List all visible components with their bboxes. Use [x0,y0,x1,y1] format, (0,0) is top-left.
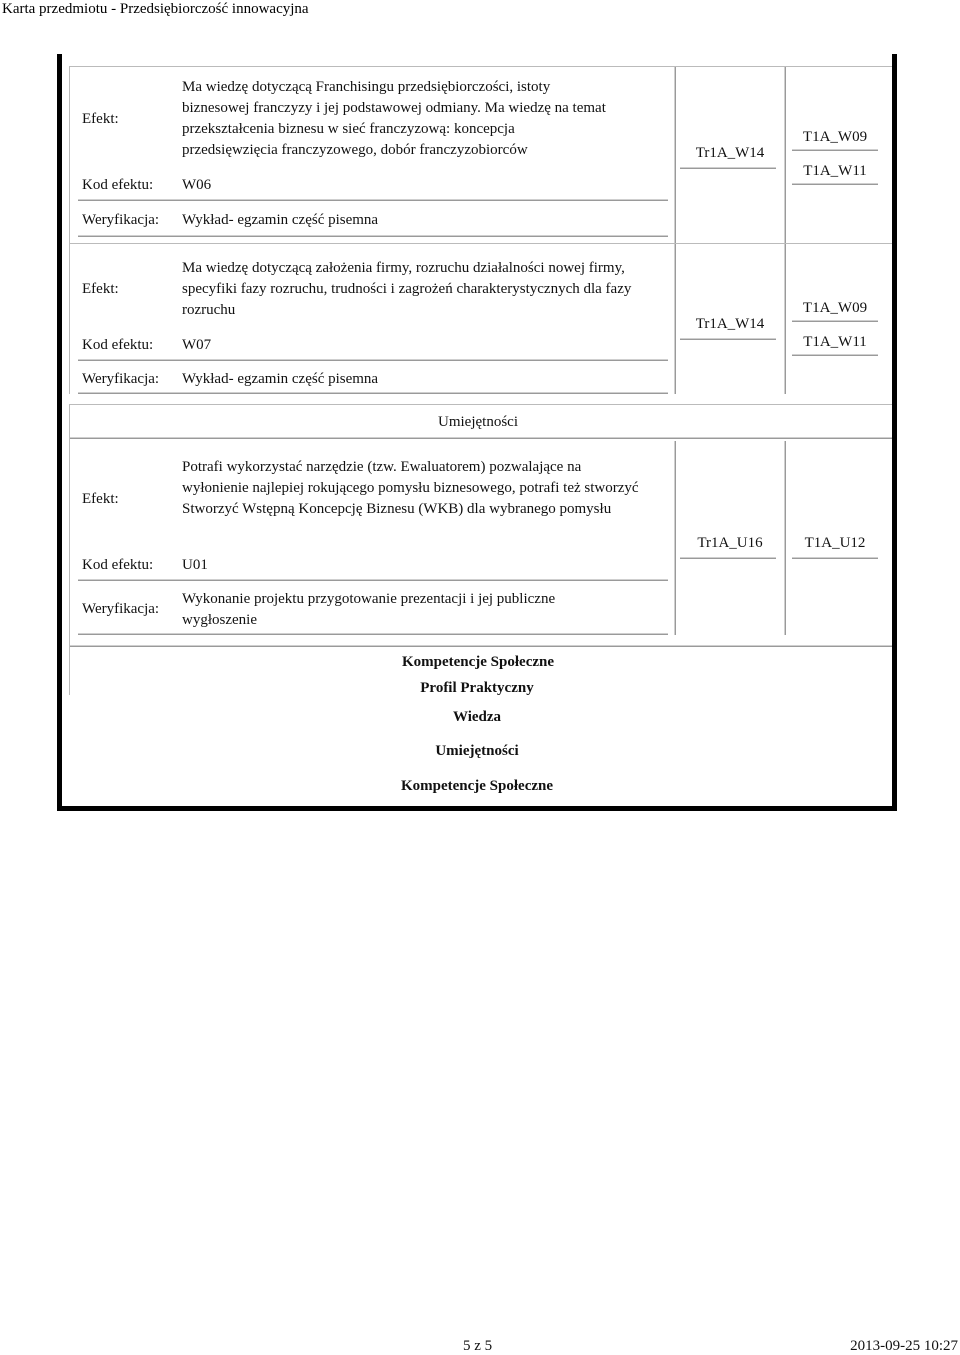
efekt-text: Ma wiedzę dotyczącą założenia firmy, rozruchu działalności nowej firmy, specyfiki fazy rozruchu, trudności i zagrożeń charakterystycznych dla fazy rozruchu [182,260,632,318]
obszarowy-code-1: T1A_W09 [802,300,868,316]
obszarowy-code-2: T1A_W11 [803,163,867,179]
weryfikacja-value: Wykonanie projektu przygotowanie prezentacji i jej publiczne wygłoszenie [182,591,556,628]
effect-block-w06 [69,66,892,244]
obszarowy-code-1: T1A_W09 [802,129,868,145]
document-content [62,54,892,806]
footer-date: 2013-09-25 10:27 [850,1338,958,1354]
efekt-text: Ma wiedzę dotyczącą Franchisingu przedsiębiorczości, istoty biznesowej franczyzy i jej podstawowej odmiany. Ma wiedzę na temat przekształcenia biznesu w sieć franczyzową: koncepcja przedsięwzięcia franczyzowego, dobór franczyzobiorców [182,79,606,158]
page-header-title: Karta przedmiotu - Przedsiębiorczość innowacyjna [2,1,309,17]
kod-efektu-label: Kod efektu: [82,557,154,573]
profil-umiejetnosci: Umiejętności [435,743,519,759]
section-title-kompetencje: Kompetencje Społeczne [401,654,555,670]
profil-kompetencje: Kompetencje Społeczne [400,778,554,794]
document-frame [57,54,897,811]
kod-efektu-value: W07 [182,337,212,353]
obszarowy-code-2: T1A_W11 [803,334,867,350]
footer-page-number: 5 z 5 [463,1338,493,1354]
efekt-label: Efekt: [82,281,119,297]
section-umiejetnosci [69,404,892,695]
efekt-label: Efekt: [82,491,119,507]
kod-efektu-value: U01 [182,557,208,573]
weryfikacja-label: Weryfikacja: [82,371,160,387]
weryfikacja-label: Weryfikacja: [82,212,160,228]
weryfikacja-label: Weryfikacja: [82,601,160,617]
profil-wiedza: Wiedza [452,709,502,725]
obszarowy-code-1: T1A_U12 [804,535,866,551]
efekt-text: Potrafi wykorzystać narzędzie (tzw. Ewaluatorem) pozwalające na wyłonienie najlepiej rokującego pomysłu biznesowego, potrafi też stworzyć Stworzyć Wstępną Koncepcję Biznesu (WKB) dla wybranego pomysłu [182,459,639,517]
kierunkowy-code: Tr1A_W14 [695,316,765,332]
weryfikacja-value: Wykład- egzamin część pisemna [182,212,379,228]
weryfikacja-value: Wykład- egzamin część pisemna [182,371,379,387]
kod-efektu-label: Kod efektu: [82,337,154,353]
effect-block-w07 [69,243,892,394]
kierunkowy-code: Tr1A_U16 [697,535,763,551]
section-title-umiejetnosci: Umiejętności [438,414,518,430]
efekt-label: Efekt: [82,111,119,127]
kod-efektu-label: Kod efektu: [82,177,154,193]
kod-efektu-value: W06 [182,177,212,193]
profil-title: Profil Praktyczny [420,680,534,696]
kierunkowy-code: Tr1A_W14 [695,145,765,161]
